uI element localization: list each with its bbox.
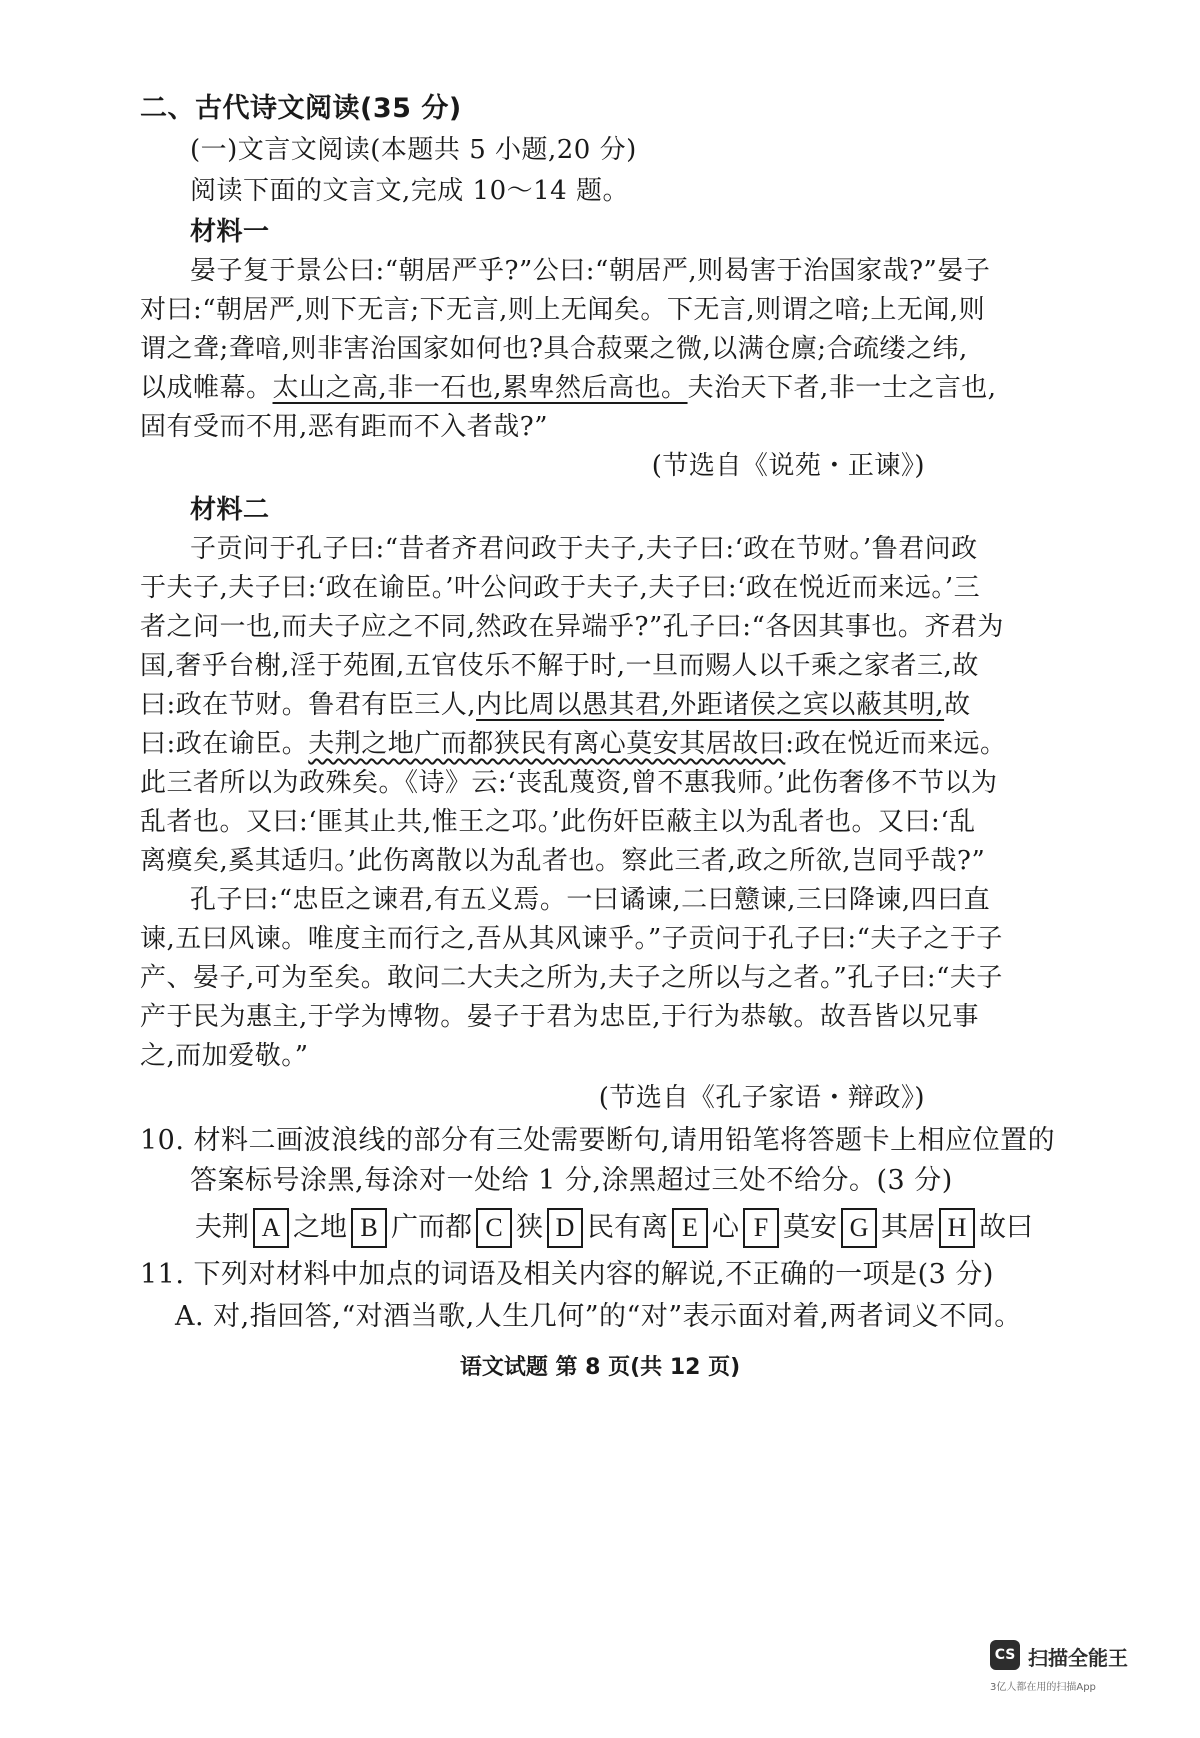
material2-text: :政在悦近而来远。 xyxy=(785,729,1007,759)
q11-option-a: A. 对,指回答,“对酒当歌,人生几何”的“对”表示面对着,两者词义不同。 xyxy=(175,1301,1022,1332)
q10-segment: 广而都 xyxy=(391,1211,472,1243)
q10-segment: 莫安 xyxy=(783,1211,837,1243)
material2-para2-line: 孔子曰:“忠臣之谏君,有五义焉。一曰谲谏,二曰戆谏,三曰降谏,四曰直 xyxy=(190,885,991,915)
material2-para2-line: 产、晏子,可为至矣。敢问二大夫之所为,夫子之所以与之者。”孔子曰:“夫子 xyxy=(140,963,1003,993)
q10-option-a[interactable]: A xyxy=(253,1208,289,1248)
material2-text: 故 xyxy=(944,690,971,720)
material1-heading: 材料一 xyxy=(190,217,270,247)
q10-segment: 其居 xyxy=(881,1211,935,1243)
material2-line: 此三者所以为政殊矣。《诗》云:‘丧乱蔑资,曾不惠我师。’此伤奢侈不节以为 xyxy=(140,768,998,798)
watermark-name: 扫描全能王 xyxy=(1028,1646,1128,1670)
material1-text: 以成帷幕。 xyxy=(140,373,273,403)
q10-option-h[interactable]: H xyxy=(939,1208,975,1248)
underlined-sentence: 内比周以愚其君,外距诸侯之宾以蔽其明, xyxy=(476,690,945,720)
section-title: 二、古代诗文阅读(35 分) xyxy=(140,93,462,124)
material2-text: 曰:政在谕臣。 xyxy=(140,729,309,759)
q10-option-c[interactable]: C xyxy=(476,1208,512,1248)
material2-para2-line: 谏,五曰风谏。唯度主而行之,吾从其风谏乎。”子贡问于孔子曰:“夫子之于子 xyxy=(140,924,1003,954)
material1-line: 晏子复于景公曰:“朝居严乎?”公曰:“朝居严,则曷害于治国家哉?”晏子 xyxy=(190,256,991,286)
q10-option-f[interactable]: F xyxy=(743,1208,779,1248)
page-footer: 语文试题 第 8 页(共 12 页) xyxy=(459,1355,741,1380)
q10-option-g[interactable]: G xyxy=(841,1208,877,1248)
material2-line: 离瘼矣,奚其适归。’此伤离散以为乱者也。察此三者,政之所欲,岂同乎哉?” xyxy=(140,846,986,876)
q11-stem: 11. 下列对材料中加点的词语及相关内容的解说,不正确的一项是(3 分) xyxy=(140,1259,994,1290)
watermark-tagline: 3亿人都在用的扫描App xyxy=(990,1682,1096,1693)
material2-source: (节选自《孔子家语・辩政》) xyxy=(598,1083,925,1113)
material2-line: 乱者也。又曰:‘匪其止共,惟王之邛。’此伤奸臣蔽主以为乱者也。又曰:‘乱 xyxy=(140,807,976,837)
scanner-watermark xyxy=(990,1640,1170,1700)
material2-line: 国,奢乎台榭,淫于苑囿,五官伎乐不解于时,一旦而赐人以千乘之家者三,故 xyxy=(140,651,979,681)
q10-answer-row xyxy=(195,1204,1033,1250)
material1-source: (节选自《说苑・正谏》) xyxy=(651,451,925,481)
q10-segment: 狭 xyxy=(516,1211,543,1243)
material1-text: 夫治天下者,非一士之言也, xyxy=(687,373,997,403)
material1-line: 对曰:“朝居严,则下无言;下无言,则上无闻矣。下无言,则谓之喑;上无闻,则 xyxy=(140,295,986,325)
material2-heading: 材料二 xyxy=(190,495,270,525)
q10-segment: 心 xyxy=(712,1211,739,1243)
q10-option-e[interactable]: E xyxy=(672,1208,708,1248)
q10-option-b[interactable]: B xyxy=(351,1208,387,1248)
subsection-title: (一)文言文阅读(本题共 5 小题,20 分) xyxy=(190,135,637,165)
material2-line: 子贡问于孔子曰:“昔者齐君问政于夫子,夫子曰:‘政在节财。’鲁君问政 xyxy=(190,534,978,564)
q10-stem-line2: 答案标号涂黑,每涂对一处给 1 分,涂黑超过三处不给分。(3 分) xyxy=(190,1165,953,1196)
material2-para2-line: 之,而加爱敬。” xyxy=(140,1041,309,1071)
q10-segment: 故曰 xyxy=(979,1211,1033,1243)
wavy-underlined-passage: 夫荆之地广而都狭民有离心莫安其居故曰 xyxy=(308,729,786,759)
material1-line: 谓之聋;聋喑,则非害治国家如何也?具合菽粟之微,以满仓廪;合疏缕之纬, xyxy=(140,334,968,364)
q10-option-d[interactable]: D xyxy=(547,1208,583,1248)
q10-segment: 夫荆 xyxy=(195,1211,249,1243)
q10-segment: 之地 xyxy=(293,1211,347,1243)
q10-stem: 10. 材料二画波浪线的部分有三处需要断句,请用铅笔将答题卡上相应位置的 xyxy=(140,1125,1056,1156)
material2-line: 于夫子,夫子曰:‘政在谕臣。’叶公问政于夫子,夫子曰:‘政在悦近而来远。’三 xyxy=(140,573,981,603)
material1-line: 固有受而不用,恶有距而不入者哉?” xyxy=(140,412,548,442)
q10-segment: 民有离 xyxy=(587,1211,668,1243)
material2-line: 者之问一也,而夫子应之不同,然政在异端乎?”孔子曰:“各因其事也。齐君为 xyxy=(140,612,1004,642)
material2-text: 曰:政在节财。鲁君有臣三人, xyxy=(140,690,477,720)
material2-para2-line: 产于民为惠主,于学为博物。晏子于君为忠臣,于行为恭敏。故吾皆以兄事 xyxy=(140,1002,980,1032)
underlined-sentence: 太山之高,非一石也,累卑然后高也。 xyxy=(272,373,688,403)
cs-logo-icon: CS xyxy=(990,1640,1020,1670)
instruction: 阅读下面的文言文,完成 10～14 题。 xyxy=(190,176,629,206)
